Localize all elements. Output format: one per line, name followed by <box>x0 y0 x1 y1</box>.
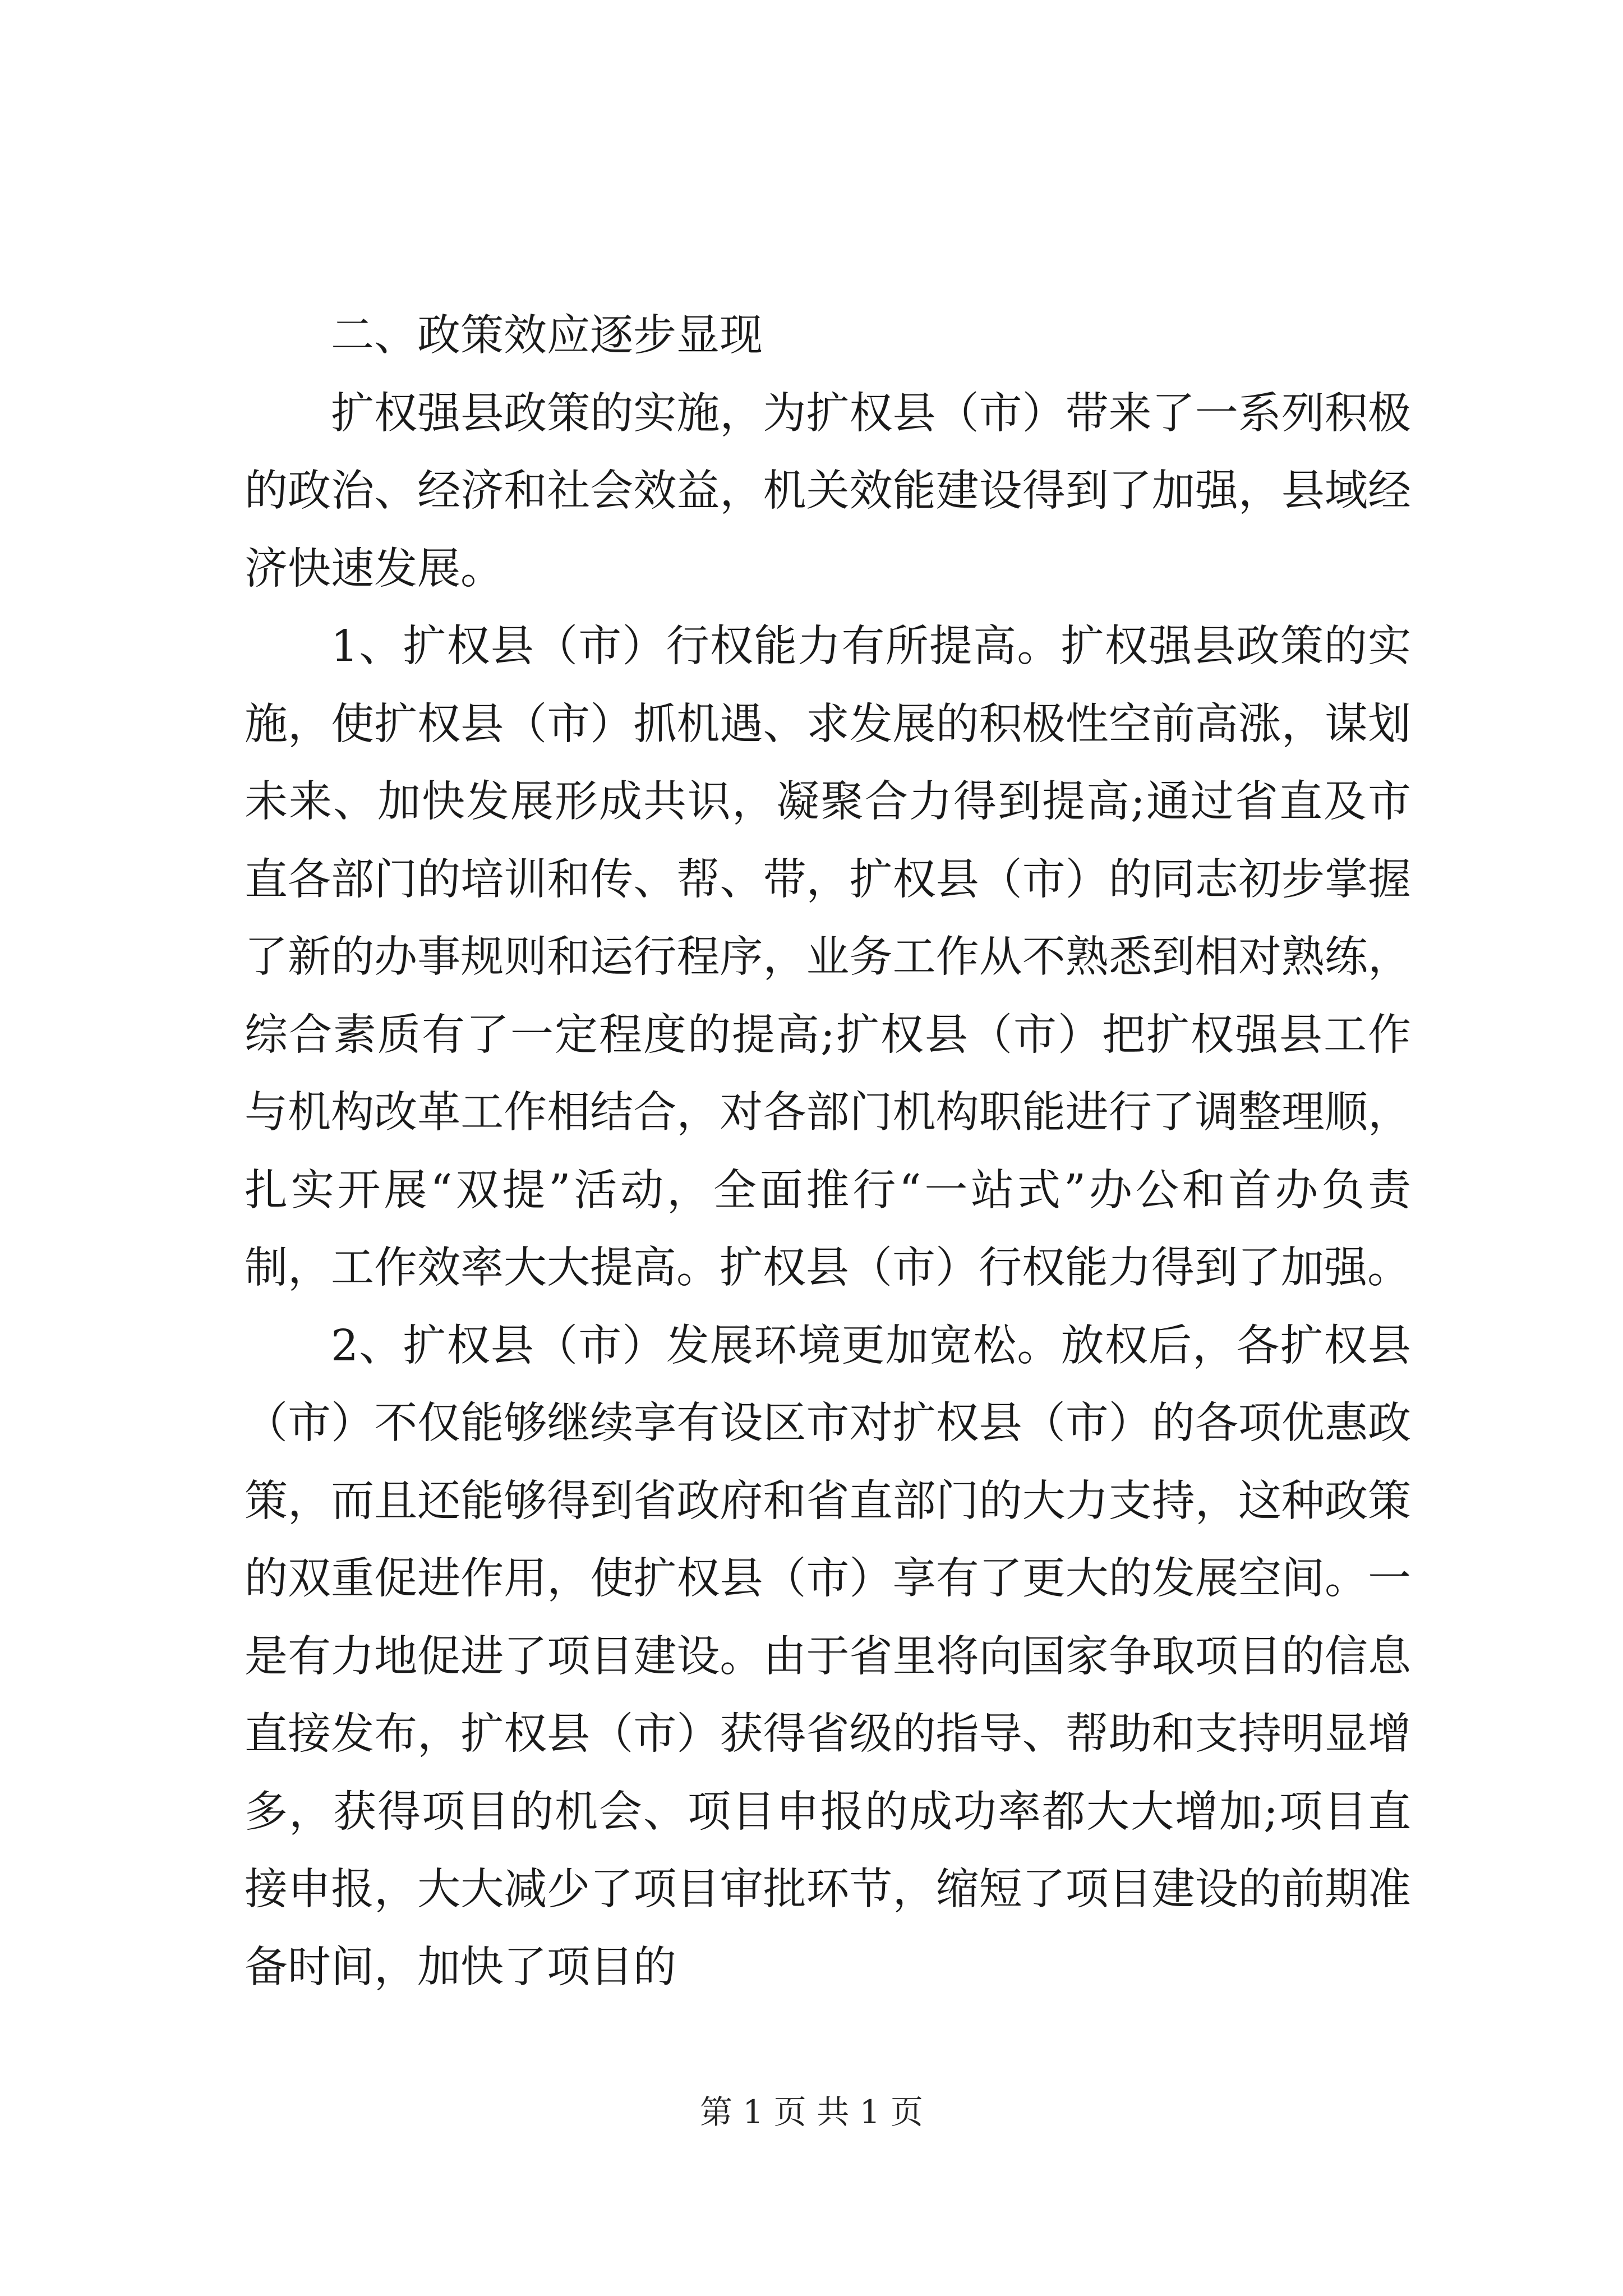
section-heading: 二、政策效应逐步显现 <box>331 311 763 361</box>
paragraph-point-1: 1、扩权县（市）行权能力有所提高。扩权强县政策的实施，使扩权县（市）抓机遇、求发展的积极性空前高涨，谋划未来、加快发展形成共识，凝聚合力得到提高;通过省直及市直各部门的培训和传、帮、带，扩权县（市）的同志初步掌握了新的办事规则和运行程序，业务工作从不熟悉到相对熟练，综合素质有了一定程度的提高;扩权县（市）把扩权强县工作与机构改革工作相结合，对各部门机构职能进行了调整理顺，扎实开展“双提”活动，全面推行“一站式”办公和首办负责制，工作效率大大提高。扩权县（市）行权能力得到了加强。 <box>245 622 1411 1293</box>
paragraph-point-2: 2、扩权县（市）发展环境更加宽松。放权后，各扩权县（市）不仅能够继续享有设区市对扩权县（市）的各项优惠政策，而且还能够得到省政府和省直部门的大力支持，这种政策的双重促进作用，使扩权县（市）享有了更大的发展空间。一是有力地促进了项目建设。由于省里将向国家争取项目的信息直接发布，扩权县（市）获得省级的指导、帮助和支持明显增多，获得项目的机会、项目申报的成功率都大大增加;项目直接申报，大大减少了项目审批环节，缩短了项目建设的前期准备时间，加快了项目的 <box>245 1320 1411 1993</box>
document-body <box>245 297 1411 2007</box>
paragraph-intro: 扩权强县政策的实施，为扩权县（市）带来了一系列积极的政治、经济和社会效益，机关效能建设得到了加强，县域经济快速发展。 <box>245 388 1411 594</box>
page-footer: 第 1 页 共 1 页 <box>700 2093 923 2131</box>
